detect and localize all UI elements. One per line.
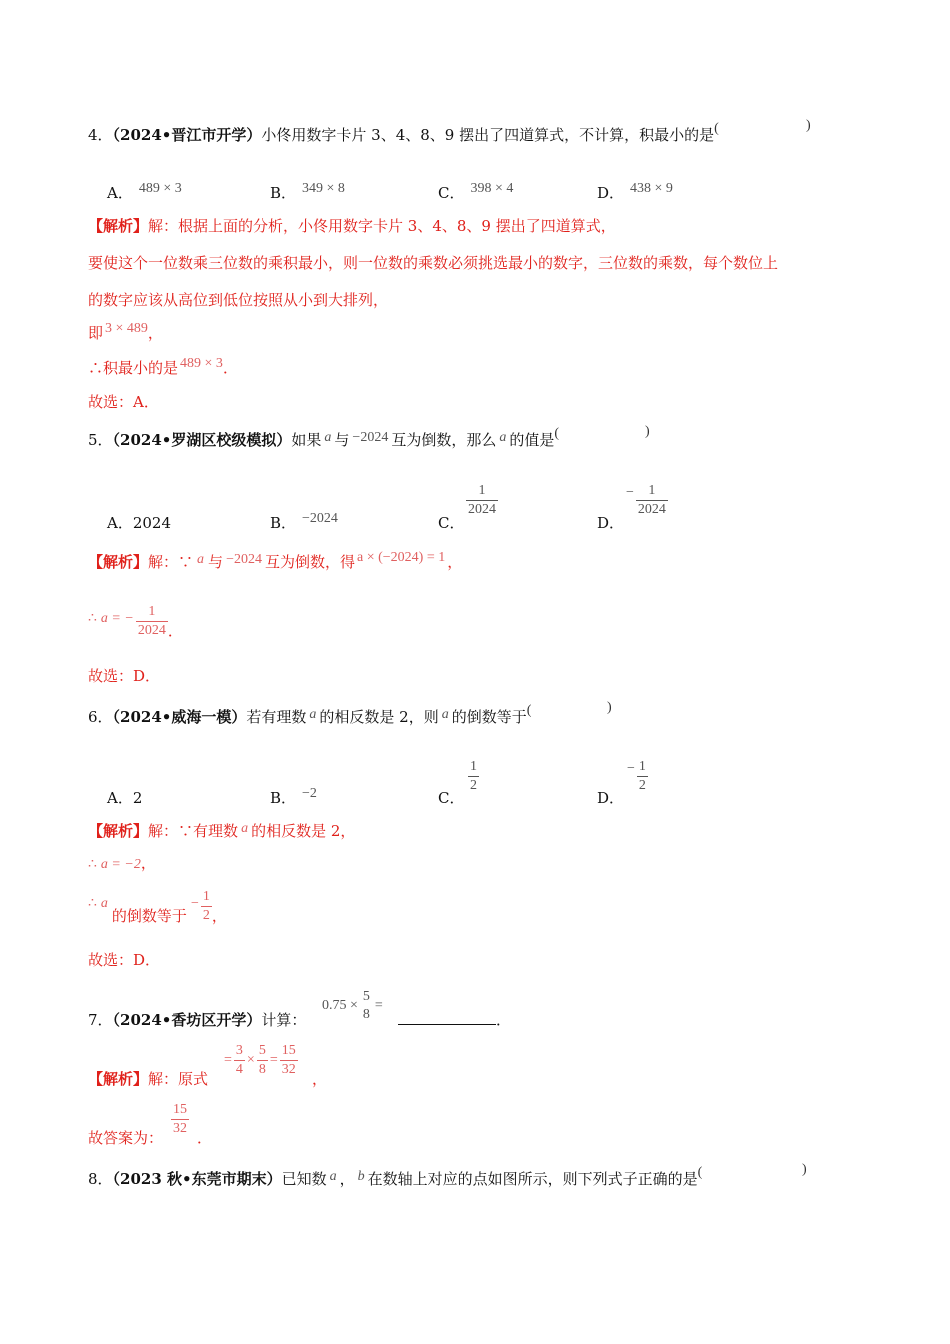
q4-paren-close: ) <box>806 118 811 133</box>
q7-analysis-expression: = $\frac{3}{4}$ × $\frac{5}{8}$ = $\frac{15}{32}$ <box>224 1043 296 1077</box>
q6-option-d-fraction[interactable]: − $\frac{1}{2}$ <box>627 759 646 793</box>
q4-stem: 4．（2024•晋江市开学）小佟用数字卡片 3、4、8、9 摆出了四道算式，不计算，积最小的是( <box>88 121 719 144</box>
q6-stem: 6．（2024•威海一模）若有理数 a 的相反数是 2，则 a 的倒数等于( <box>88 703 532 726</box>
q7-answer-blank[interactable]: ． <box>398 1009 511 1030</box>
q4-option-d[interactable]: D． 438 × 9 <box>597 181 673 202</box>
q7-analysis-comma: ， <box>312 1070 328 1088</box>
q8-stem: 8．（2023 秋•东莞市期末）已知数 a ， b 在数轴上对应的点如图所示，则下列式子正确的是( <box>88 1165 703 1188</box>
q5-analysis: 【解析】解：∵ a 与 −2024 互为倒数，得 a × (−2024) = 1 ， <box>88 550 463 571</box>
q6-paren-close: ) <box>607 700 612 715</box>
q7-stem: 7．（2024•香坊区开学）计算： <box>88 1011 307 1029</box>
q6-option-a[interactable]: A．2 <box>107 789 143 807</box>
q5-option-b[interactable]: B． −2024 <box>270 511 338 532</box>
q5-answer: 故选：D． <box>88 667 161 685</box>
q7-answer-label: 故答案为： <box>88 1129 164 1147</box>
q7-expression: 0.75 × 5 8 = <box>322 989 383 1022</box>
q4-analysis-line3: 的数字应该从高位到低位按照从小到大排列， <box>88 291 389 309</box>
q6-analysis-step2: ∴ a的倒数等于− $\frac{1}{2}$ ， <box>88 889 227 925</box>
q5-option-c-label[interactable]: C． <box>438 514 465 532</box>
q5-option-c-fraction[interactable]: $\frac{1}{2024}$ <box>468 483 496 517</box>
q4-answer: 故选：A． <box>88 393 159 411</box>
q6-option-d-label[interactable]: D． <box>597 789 625 807</box>
q6-option-c-fraction[interactable]: $\frac{1}{2}$ <box>470 759 477 793</box>
q4-option-c[interactable]: C． 398 × 4 <box>438 181 514 202</box>
q4-analysis-line2: 要使这个一位数乘三位数的乘积最小，则一位数的乘数必须挑选最小的数字，三位数的乘数，每个数位上 <box>88 254 779 272</box>
q7-analysis-label: 【解析】解：原式 <box>88 1070 209 1088</box>
q4-option-a[interactable]: A． 489 × 3 <box>107 181 182 202</box>
q4-analysis-result: ∴积最小的是 489 × 3． <box>88 356 238 377</box>
q5-stem: 5．（2024•罗湖区校级模拟）如果 a 与 −2024 互为倒数，那么 a 的值是( <box>88 426 560 449</box>
q6-option-c-label[interactable]: C． <box>438 789 465 807</box>
q6-analysis: 【解析】解：∵有理数 a 的相反数是 2， <box>88 821 356 840</box>
q7-answer-period: ． <box>197 1129 213 1147</box>
q5-option-a[interactable]: A．2024 <box>107 514 172 532</box>
q6-option-b[interactable]: B． −2 <box>270 786 317 807</box>
q4-analysis-ji: 即 3 × 489， <box>88 321 163 342</box>
q4-analysis-line1: 【解析】解：根据上面的分析，小佟用数字卡片 3、4、8、9 摆出了四道算式， <box>88 217 616 235</box>
q4-option-b[interactable]: B． 349 × 8 <box>270 181 345 202</box>
q5-paren-close: ) <box>645 424 650 439</box>
q6-answer: 故选：D． <box>88 951 161 969</box>
q8-paren-close: ) <box>802 1162 807 1177</box>
q7-answer-fraction: $\frac{15}{32}$ <box>173 1102 187 1136</box>
q5-option-d-fraction[interactable]: − $\frac{1}{2024}$ <box>626 483 666 517</box>
q6-analysis-step1: ∴ a = −2， <box>88 854 156 872</box>
q5-analysis-result: ∴ a = − $\frac{1}{2024}$ ． <box>88 604 183 640</box>
q5-option-d-label[interactable]: D． <box>597 514 625 532</box>
